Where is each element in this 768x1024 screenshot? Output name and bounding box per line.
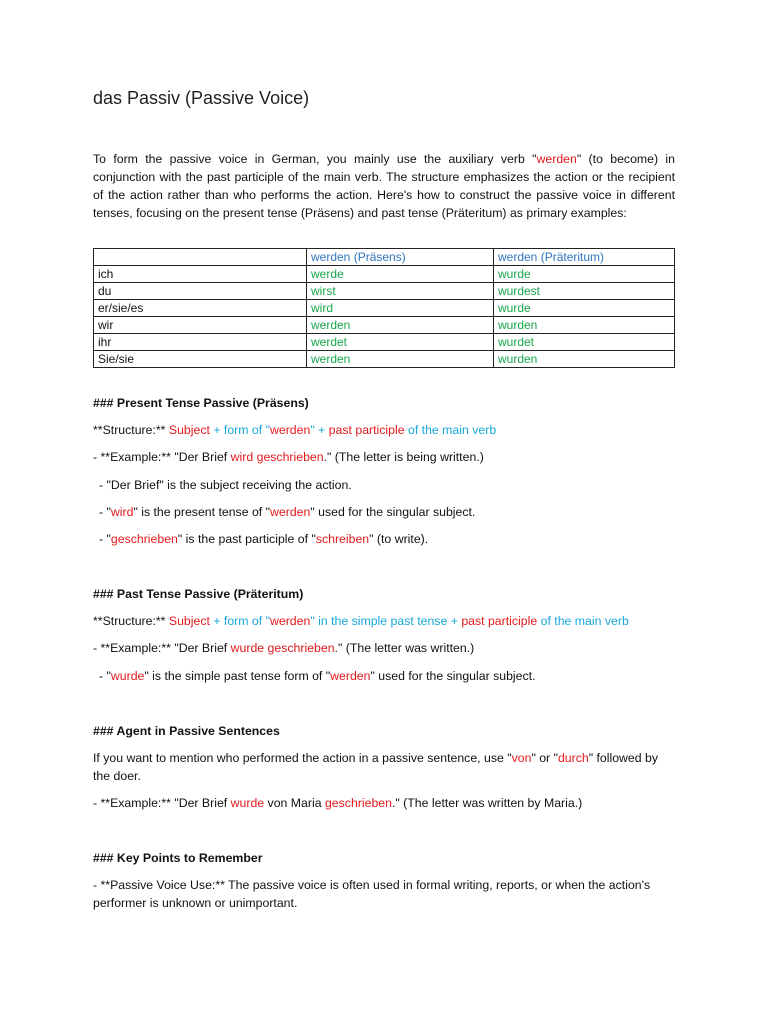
agent-paragraph [93, 749, 675, 785]
note-werden: werden [270, 505, 311, 519]
pronoun-cell: er/sie/es [94, 300, 307, 317]
example-prefix: - **Example:** "Der Brief [93, 796, 231, 810]
note-text: - " [99, 505, 111, 519]
note-text: " used for the singular subject. [310, 505, 476, 519]
page-title: das Passiv (Passive Voice) [93, 88, 310, 108]
note-schreiben: schreiben [315, 532, 370, 546]
note-text: " (to write). [369, 532, 429, 546]
table-row [94, 317, 675, 334]
praeteritum-cell: wurden [494, 317, 675, 334]
present-structure-line [93, 421, 675, 439]
pronoun-cell: du [94, 283, 307, 300]
praesens-cell: werden [307, 317, 494, 334]
intro-werden: werden [536, 152, 577, 166]
table-row [94, 266, 675, 283]
praeteritum-cell: wurde [494, 266, 675, 283]
table-row [94, 283, 675, 300]
note-text: - " [99, 669, 111, 683]
example-wurde: wurde [230, 796, 265, 810]
example-verb: wird geschrieben [230, 450, 324, 464]
key-points-heading: ### Key Points to Remember [93, 851, 263, 865]
praeteritum-cell: wurden [494, 351, 675, 368]
conjugation-table [93, 248, 675, 368]
praesens-cell: wirst [307, 283, 494, 300]
praesens-cell: werdet [307, 334, 494, 351]
structure-werden: werden [269, 614, 311, 628]
structure-plus: + form of " [209, 423, 270, 437]
past-structure-line [93, 612, 675, 630]
structure-plus: + form of " [209, 614, 270, 628]
agent-heading: ### Agent in Passive Sentences [93, 724, 280, 738]
agent-text: If you want to mention who performed the action in a passive sentence, use " [93, 751, 512, 765]
structure-past-participle: past participle [461, 614, 538, 628]
note-wurde: wurde [110, 669, 145, 683]
table-row [94, 334, 675, 351]
example-prefix: - **Example:** "Der Brief [93, 641, 231, 655]
past-tense-heading: ### Past Tense Passive (Präteritum) [93, 587, 304, 601]
intro-paragraph [93, 150, 675, 222]
praeteritum-cell: wurde [494, 300, 675, 317]
example-geschrieben: geschrieben [324, 796, 392, 810]
agent-text: " or " [531, 751, 558, 765]
praeteritum-cell: wurdest [494, 283, 675, 300]
present-note-geschrieben [93, 530, 681, 548]
example-suffix: ." (The letter is being written.) [323, 450, 484, 464]
table-header-cell [94, 249, 307, 266]
structure-tail: of the main verb [537, 614, 629, 628]
example-text: von Maria [264, 796, 325, 810]
table-header-cell: werden (Präteritum) [494, 249, 675, 266]
agent-example-line [93, 794, 675, 812]
table-row [94, 300, 675, 317]
note-text: - " [99, 532, 111, 546]
praeteritum-cell: wurdet [494, 334, 675, 351]
note-text: " is the present tense of " [133, 505, 270, 519]
table-header-row [94, 249, 675, 266]
agent-von: von [511, 751, 532, 765]
praesens-cell: werde [307, 266, 494, 283]
pronoun-cell: wir [94, 317, 307, 334]
agent-text: " followed by the doer. [93, 751, 659, 783]
structure-subject: Subject [168, 614, 210, 628]
note-geschrieben: geschrieben [110, 532, 178, 546]
table-header-cell: werden (Präsens) [307, 249, 494, 266]
example-verb: wurde geschrieben [230, 641, 335, 655]
table-row [94, 351, 675, 368]
structure-plus: " in the simple past tense + [310, 614, 462, 628]
structure-prefix: **Structure:** [93, 423, 169, 437]
intro-text-b: " (to become) in conjunction with the past participle of the main verb. The structure emphasizes the action or the recipient of the action rather than who performs the action. Here's how to construct the passive voice in different tenses, focusing on the present tense (Präsens) and past tense (Präteritum) as primary examples: [93, 152, 675, 220]
structure-tail: of the main verb [404, 423, 497, 437]
key-point-item: - **Passive Voice Use:** The passive voice is often used in formal writing, reports, or when the action's performer is unknown or unimportant. [93, 878, 651, 910]
example-suffix: ." (The letter was written by Maria.) [391, 796, 583, 810]
structure-subject: Subject [168, 423, 210, 437]
intro-text-a: To form the passive voice in German, you mainly use the auxiliary verb " [93, 152, 537, 166]
present-note-wird [93, 503, 681, 521]
note-text: " is the simple past tense form of " [144, 669, 331, 683]
praesens-cell: werden [307, 351, 494, 368]
structure-past-participle: past participle [328, 423, 405, 437]
pronoun-cell: Sie/sie [94, 351, 307, 368]
example-suffix: ." (The letter was written.) [334, 641, 475, 655]
praesens-cell: wird [307, 300, 494, 317]
pronoun-cell: ihr [94, 334, 307, 351]
present-note-subject: - "Der Brief" is the subject receiving the action. [99, 478, 352, 492]
present-tense-heading: ### Present Tense Passive (Präsens) [93, 396, 309, 410]
present-example-line [93, 448, 675, 466]
agent-durch: durch [557, 751, 589, 765]
note-text: " used for the singular subject. [370, 669, 536, 683]
structure-werden: werden [269, 423, 311, 437]
past-example-line [93, 639, 675, 657]
past-note-wurde [93, 667, 681, 685]
note-wird: wird [110, 505, 134, 519]
structure-plus: " + [310, 423, 329, 437]
pronoun-cell: ich [94, 266, 307, 283]
note-text: " is the past participle of " [177, 532, 316, 546]
example-prefix: - **Example:** "Der Brief [93, 450, 231, 464]
note-werden: werden [330, 669, 371, 683]
structure-prefix: **Structure:** [93, 614, 169, 628]
